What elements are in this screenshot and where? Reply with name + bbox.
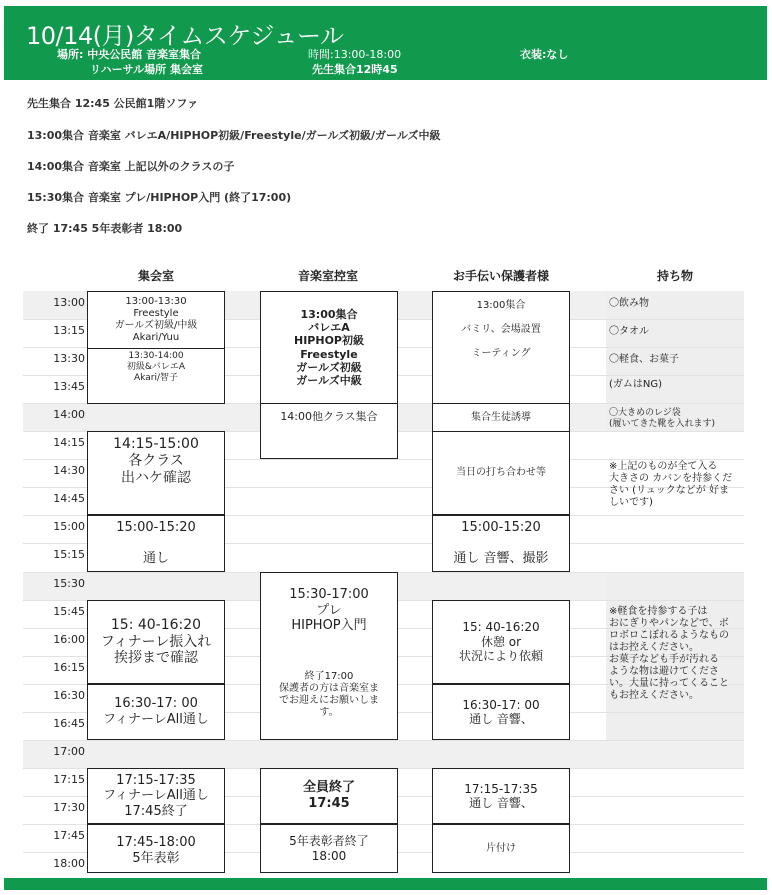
time-label: 16:45 <box>53 717 85 730</box>
footer-bar <box>4 878 767 890</box>
music-room-block-award-end: 5年表彰者終了 18:00 <box>260 824 398 873</box>
time-label: 18:00 <box>53 857 85 870</box>
time-label: 15:00 <box>53 520 85 533</box>
helper-block-cleanup: 片付け <box>432 824 570 873</box>
info-line-5: 終了 17:45 5年表彰者 18:00 <box>27 222 183 235</box>
music-room-block-pre: 15:30-17:00 プレ HIPHOP入門 <box>260 572 398 740</box>
time-label: 13:15 <box>53 324 85 337</box>
time-label: 14:00 <box>53 408 85 421</box>
costume-label: 衣装:なし <box>520 48 569 61</box>
column-header-music-room: 音楽室控室 <box>297 269 358 283</box>
hall-block-award: 17:45-18:00 5年表彰 <box>87 824 225 873</box>
time-label: 17:15 <box>53 773 85 786</box>
time-label: 14:15 <box>53 436 85 449</box>
helper-block-guide: 集合生徒誘導 <box>432 403 570 432</box>
helper-block-sound-2: 17:15-17:35 通し 音響、 <box>432 768 570 824</box>
time-label: 15:15 <box>53 548 85 561</box>
venue-label: 場所: 中央公民館 音楽室集合 <box>57 48 202 61</box>
hall-block-finale-end: 17:15-17:35 フィナーレAll通し 17:45終了 <box>87 768 225 824</box>
music-room-block-1300: 13:00集合 バレエA HIPHOP初級 Freestyle ガールズ初級 ガールズ中級 <box>260 291 398 404</box>
page-title: 10/14(月)タイムスケジュール <box>26 22 344 50</box>
music-room-block-1400: 14:00他クラス集合 <box>260 403 398 459</box>
time-label: 15:45 <box>53 605 85 618</box>
helper-block-setup: 13:00集合 バミリ、会場設置 ミーティング <box>432 291 570 404</box>
time-label: 17:00 <box>53 745 85 758</box>
time-label: 13:45 <box>53 380 85 393</box>
time-label: 16:00 <box>53 633 85 646</box>
row-band <box>23 740 744 768</box>
item-snack: 〇軽食、お菓子 <box>609 354 679 365</box>
hall-block-entrance-check: 14:15-15:00 各クラス 出ハケ確認 <box>87 431 225 515</box>
column-header-helpers: お手伝い保護者様 <box>452 269 549 283</box>
time-label: 16:15 <box>53 661 85 674</box>
column-header-belongings: 持ち物 <box>656 269 693 283</box>
hall-block-freestyle: 13:00-13:30 Freestyle ガールズ初級/中級 Akari/Yuu <box>87 291 225 349</box>
item-drink: 〇飲み物 <box>609 298 649 309</box>
column-header-hall: 集会室 <box>137 269 174 283</box>
hall-block-finale-choreo: 15: 40-16:20 フィナーレ振入れ 挨拶まで確認 <box>87 600 225 684</box>
hall-block-run-through: 15:00-15:20 通し <box>87 515 225 572</box>
helper-block-sound-photo: 15:00-15:20 通し 音響、撮影 <box>432 515 570 572</box>
item-bag: 〇大きめのレジ袋 (履いてきた靴を入れます) <box>609 408 716 429</box>
schedule-grid <box>23 291 744 876</box>
info-line-1: 先生集合 12:45 公民館1階ソファ <box>27 97 199 110</box>
time-label: 14:45 <box>53 492 85 505</box>
time-label: 17:45 <box>53 829 85 842</box>
time-label: 13:00 <box>53 296 85 309</box>
music-room-block-all-end: 全員終了 17:45 <box>260 768 398 824</box>
music-room-pickup-note: 終了17:00 保護者の方は音楽室ま でお迎えにお願いしま す。 <box>279 671 379 718</box>
info-line-3: 14:00集合 音楽室 上記以外のクラスの子 <box>27 160 235 173</box>
hall-block-beginner: 13:30-14:00 初級&バレエA Akari/智子 <box>87 348 225 404</box>
time-label: 14:30 <box>53 464 85 477</box>
time-label: 17:30 <box>53 801 85 814</box>
helper-block-meeting: 当日の打ち合わせ等 <box>432 431 570 515</box>
header-bar <box>4 6 767 80</box>
info-line-4: 15:30集合 音楽室 プレ/HIPHOP入門 (終了17:00) <box>27 191 292 204</box>
time-label: 時間:13:00-18:00 <box>308 48 402 61</box>
time-label: 15:30 <box>53 577 85 590</box>
time-label: 16:30 <box>53 689 85 702</box>
item-no-gum: (ガムはNG) <box>609 379 663 390</box>
time-label: 13:30 <box>53 352 85 365</box>
hall-block-finale-all: 16:30-17: 00 フィナーレAll通し <box>87 684 225 740</box>
snack-note: ※軽食を持参する子は おにぎりやパンなどで、ボ ロボロこぼれるようなもの はお控えください。 お菓子なども手が汚れる ような物は避けてくださ い。大量に持ってくること もお控えください。 <box>609 606 729 701</box>
item-towel: 〇タオル <box>609 326 649 337</box>
teacher-meet-label: 先生集合12時45 <box>312 63 398 76</box>
rehearsal-label: リハーサル場所 集会室 <box>90 63 203 76</box>
info-line-2: 13:00集合 音楽室 バレエA/HIPHOP初級/Freestyle/ガールズ初級/ガールズ中級 <box>27 129 441 142</box>
bag-note: ※上記のものが全て入る 大きさの カバンを持参くだ さい (リュックなどが 好ま しいです) <box>609 461 733 508</box>
helper-block-break: 15: 40-16:20 休憩 or 状況により依頼 <box>432 600 570 684</box>
helper-block-sound-1: 16:30-17: 00 通し 音響、 <box>432 684 570 740</box>
